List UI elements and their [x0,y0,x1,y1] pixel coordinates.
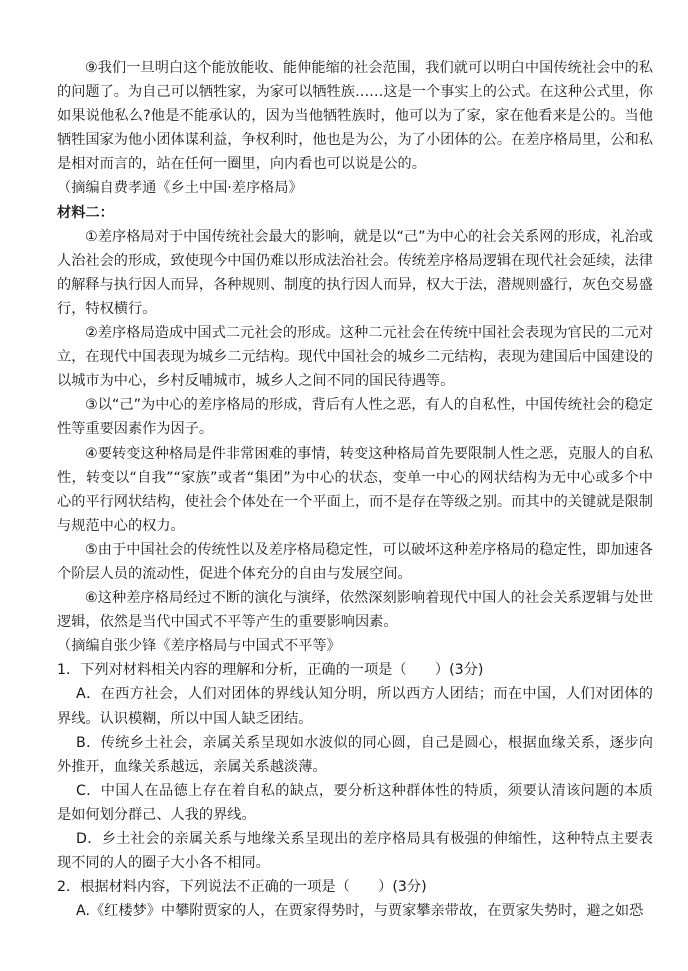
question-1-stem: 1．下列对材料相关内容的理解和分析，正确的一项是（ ）(3分) [57,662,484,679]
question-1-option-d: D．乡土社会的亲属关系与地缘关系呈现出的差序格局具有极强的伸缩性，这种特点主要表现不同的人的圈子大小各不相同。 [57,831,653,872]
question-1-option-a: A．在西方社会，人们对团体的界线认知分明，所以西方人团结；而在中国，人们对团体的界线。认识模糊，所以中国人缺乏团结。 [57,686,653,727]
question-2-stem: 2．根据材料内容，下列说法不正确的一项是（ ）(3分) [57,879,427,896]
material2-paragraph-6: ⑥这种差序格局经过不断的演化与演绎，依然深刻影响着现代中国人的社会关系逻辑与处世逻辑，依然是当代中国式不平等产生的重要影响因素。 [57,590,653,631]
material1-paragraph-9: ⑨我们一旦明白这个能放能收、能伸能缩的社会范围，我们就可以明白中国传统社会中的私的问题了。为自己可以牺牲家，为家可以牺牲族……这是一个事实上的公式。在这种公式里，你如果说他私么?他是不能承认的，因为当他牺牲族时，他可以为了家，家在他看来是公的。当他牺牲国家为他小团体谋利益，争权利时，他也是为公，为了小团体的公。在差序格局里，公和私是相对而言的，站在任何一圈里，向内看也可以说是公的。 [57,60,653,173]
material2-paragraph-5: ⑤由于中国社会的传统性以及差序格局稳定性，可以破坏这种差序格局的稳定性，即加速各个阶层人员的流动性，促进个体充分的自由与发展空间。 [57,541,653,582]
material2-source: （摘编自张少锋《差序格局与中国式不平等》 [57,638,341,655]
material2-paragraph-2: ②差序格局造成中国式二元社会的形成。这种二元社会在传统中国社会表现为官民的二元对立，在现代中国表现为城乡二元结构。现代中国社会的城乡二元结构，表现为建国后中国建设的以城市为中心，乡村反哺城市，城乡人之间不同的国民待遇等。 [57,325,653,390]
question-2-option-a: A.《红楼梦》中攀附贾家的人，在贾家得势时，与贾家攀亲带故，在贾家失势时，避之如恐 [76,903,644,920]
material2-paragraph-4: ④要转变这种格局是件非常困难的事情，转变这种格局首先要限制人性之恶，克服人的自私性，转变以“自我”“家族”或者“集团”为中心的状态，变单一中心的网状结构为无中心或多个中心的平行网状结构，使社会个体处在一个平面上，而不是存在等级之别。而其中的关键就是限制与规范中心的权力。 [57,445,653,534]
material2-heading: 材料二： [57,204,114,221]
material2-paragraph-3: ③以“己”为中心的差序格局的形成，背后有人性之恶，有人的自私性，中国传统社会的稳定性等重要因素作为因子。 [57,397,653,438]
question-1-option-b: B．传统乡土社会，亲属关系呈现如水波似的同心圆，自己是圆心，根据血缘关系，逐步向外推开，血缘关系越远，亲属关系越淡薄。 [57,734,653,775]
question-1-option-c: C．中国人在品德上存在着自私的缺点，要分析这种群体性的特质，须要认清该问题的本质是如何划分群己、人我的界线。 [57,782,653,823]
material1-source: （摘编自费孝通《乡土中国·差序格局》 [57,180,303,197]
document-page [57,56,653,923]
material2-paragraph-1: ①差序格局对于中国传统社会最大的影响，就是以“己”为中心的社会关系网的形成，礼治或人治社会的形成，致使现今中国仍难以形成法治社会。传统差序格局逻辑在现代社会延续，法律的解释与执行因人而异，各种规则、制度的执行因人而异，权大于法，潜规则盛行，灰色交易盛行，特权横行。 [57,228,653,317]
